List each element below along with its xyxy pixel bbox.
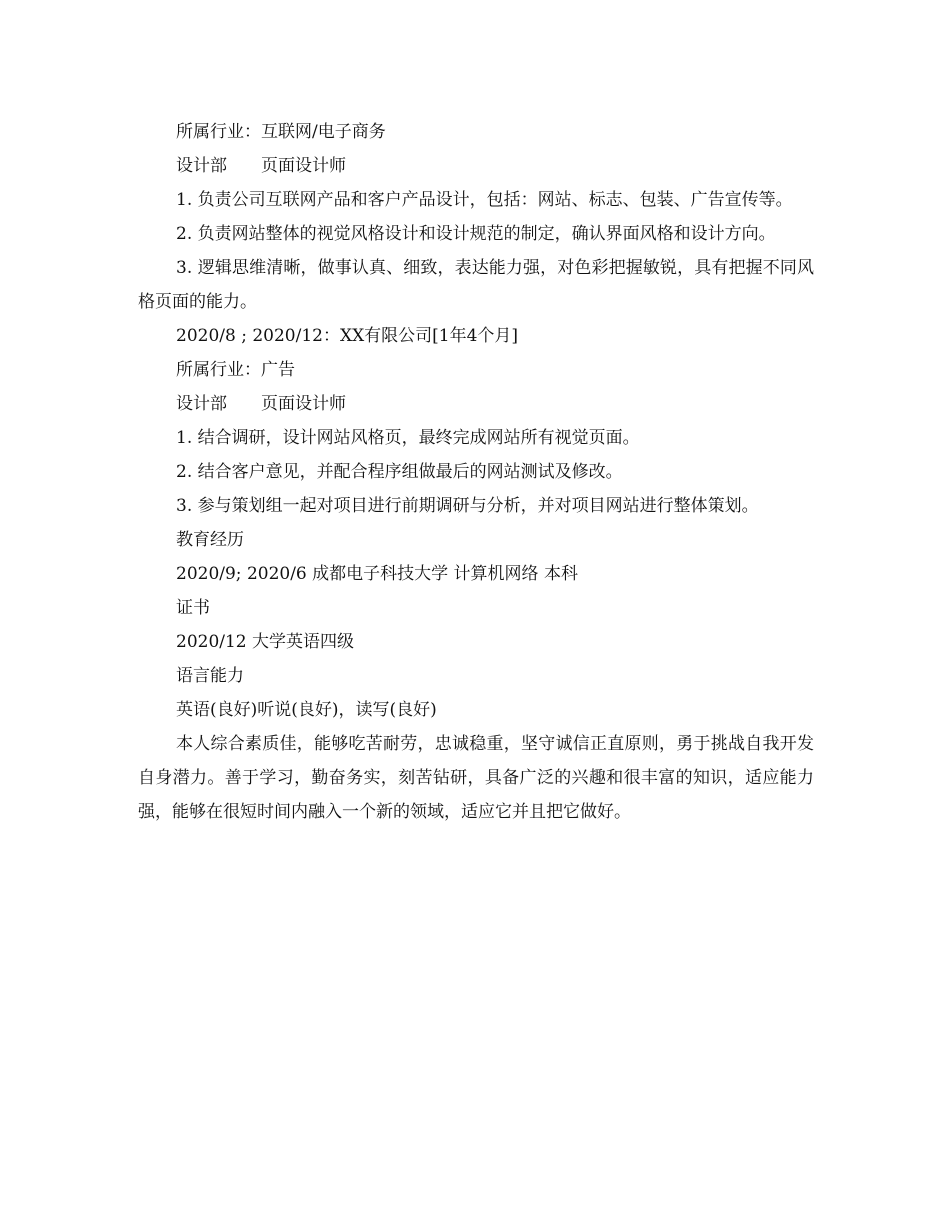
education-entry: 2020/9; 2020/6 成都电子科技大学 计算机网络 本科 <box>176 564 578 584</box>
duty-item-1-2: 2. 负责网站整体的视觉风格设计和设计规范的制定，确认界面风格和设计方向。 <box>176 224 776 244</box>
industry-line-2: 所属行业：广告 <box>176 360 295 380</box>
department-position-1: 设计部 页面设计师 <box>176 156 346 176</box>
self-evaluation: 本人综合素质佳，能够吃苦耐劳，忠诚稳重，坚守诚信正直原则，勇于挑战自我开发自身潜力。善于学习，勤奋务实，刻苦钻研，具备广泛的兴趣和很丰富的知识，适应能力强，能够在很短时间内融入一个新的领域，适应它并且把它做好。 <box>138 734 814 822</box>
certificate-entry: 2020/12 大学英语四级 <box>176 632 355 652</box>
resume-page <box>138 115 814 829</box>
duty-item-2-3: 3. 参与策划组一起对项目进行前期调研与分析，并对项目网站进行整体策划。 <box>176 496 759 516</box>
employment-period-2: 2020/8 ; 2020/12：XX有限公司[1年4个月] <box>176 326 519 346</box>
duty-item-2-2: 2. 结合客户意见，并配合程序组做最后的网站测试及修改。 <box>176 462 623 482</box>
duty-item-1-3: 3. 逻辑思维清晰，做事认真、细致，表达能力强，对色彩把握敏锐，具有把握不同风格页面的能力。 <box>138 258 814 312</box>
language-entry: 英语(良好)听说(良好)，读写(良好) <box>176 700 437 720</box>
duty-item-2-1: 1. 结合调研，设计网站风格页，最终完成网站所有视觉页面。 <box>176 428 640 448</box>
department-position-2: 设计部 页面设计师 <box>176 394 346 414</box>
duty-item-1-1: 1. 负责公司互联网产品和客户产品设计，包括：网站、标志、包装、广告宣传等。 <box>176 190 793 210</box>
language-heading: 语言能力 <box>176 666 244 686</box>
industry-line-1: 所属行业：互联网/电子商务 <box>176 122 386 142</box>
education-heading: 教育经历 <box>176 530 244 550</box>
certificate-heading: 证书 <box>176 598 210 618</box>
